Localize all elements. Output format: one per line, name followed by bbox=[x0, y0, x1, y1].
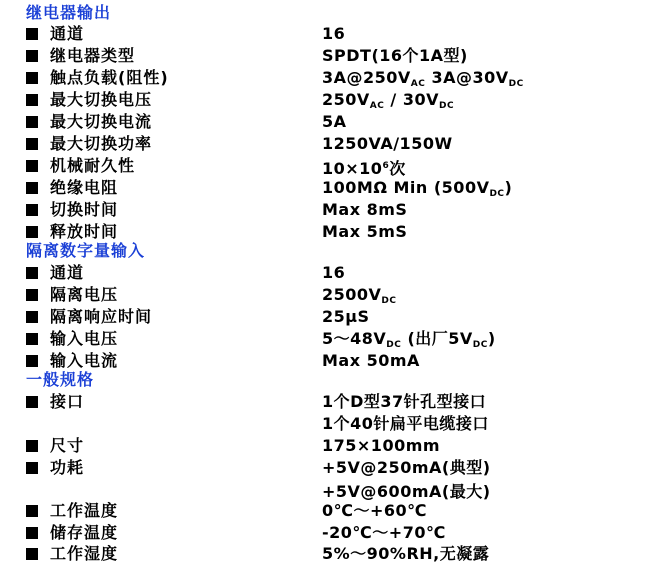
spec-value: 16 bbox=[322, 263, 346, 282]
square-bullet-icon bbox=[26, 355, 38, 367]
spec-value: +5V@600mA(最大) bbox=[322, 482, 491, 501]
square-bullet-icon bbox=[26, 160, 38, 172]
square-bullet-icon bbox=[26, 204, 38, 216]
spec-label: 尺寸 bbox=[50, 436, 85, 455]
spec-value: 5A bbox=[322, 112, 347, 131]
value-subscript: DC bbox=[489, 189, 505, 199]
spec-row-dimensions bbox=[0, 435, 650, 457]
relay-section-title: 继电器输出 bbox=[26, 3, 112, 22]
spec-label: 继电器类型 bbox=[50, 46, 136, 65]
spec-label: 释放时间 bbox=[50, 222, 119, 241]
spec-label: 通道 bbox=[50, 24, 85, 43]
square-bullet-icon bbox=[26, 289, 38, 301]
spec-row-mechanical-life bbox=[0, 155, 650, 177]
value-text: 次 bbox=[389, 159, 406, 178]
square-bullet-icon bbox=[26, 182, 38, 194]
spec-row-max-switch-current bbox=[0, 111, 650, 133]
value-text: 3A@250V bbox=[322, 68, 411, 87]
spec-row-input-voltage bbox=[0, 328, 650, 350]
spec-value: +5V@250mA(典型) bbox=[322, 458, 491, 477]
value-superscript: 6 bbox=[382, 161, 390, 171]
value-text: (出厂5V bbox=[401, 329, 473, 348]
square-bullet-icon bbox=[26, 440, 38, 452]
spec-label: 最大切换电压 bbox=[50, 90, 153, 109]
spec-row-interface bbox=[0, 391, 650, 413]
spec-row-power bbox=[0, 457, 650, 479]
spec-label: 接口 bbox=[50, 392, 85, 411]
value-subscript: DC bbox=[472, 340, 488, 350]
value-text: ) bbox=[487, 329, 496, 348]
value-subscript: AC bbox=[369, 101, 385, 111]
spec-row-relay-type bbox=[0, 45, 650, 67]
square-bullet-icon bbox=[26, 94, 38, 106]
spec-row-insulation-resistance bbox=[0, 177, 650, 199]
square-bullet-icon bbox=[26, 28, 38, 40]
square-bullet-icon bbox=[26, 116, 38, 128]
spec-row-relay-channels bbox=[0, 23, 650, 45]
spec-row-max-switch-voltage bbox=[0, 89, 650, 111]
value-text: 100MΩ Min (500V bbox=[322, 178, 490, 197]
spec-row-max-switch-power bbox=[0, 133, 650, 155]
square-bullet-icon bbox=[26, 462, 38, 474]
value-text: ) bbox=[504, 178, 513, 197]
square-bullet-icon bbox=[26, 311, 38, 323]
spec-label: 输入电流 bbox=[50, 351, 119, 370]
spec-value: 175×100mm bbox=[322, 436, 441, 455]
spec-label: 工作湿度 bbox=[50, 544, 119, 563]
value-text: 2500V bbox=[322, 285, 382, 304]
value-subscript: AC bbox=[410, 79, 426, 89]
spec-value: 16 bbox=[322, 24, 346, 43]
square-bullet-icon bbox=[26, 505, 38, 517]
spec-row-isolated-channels bbox=[0, 262, 650, 284]
spec-value: 1个40针扁平电缆接口 bbox=[322, 414, 489, 433]
value-text: 250V bbox=[322, 90, 370, 109]
value-text: / 30V bbox=[384, 90, 439, 109]
value-subscript: DC bbox=[386, 340, 402, 350]
square-bullet-icon bbox=[26, 226, 38, 238]
spec-label: 工作温度 bbox=[50, 501, 119, 520]
spec-row-storage-temp bbox=[0, 522, 650, 544]
square-bullet-icon bbox=[26, 333, 38, 345]
spec-label: 通道 bbox=[50, 263, 85, 282]
spec-row-operating-humidity bbox=[0, 543, 650, 565]
spec-value: Max 50mA bbox=[322, 351, 420, 370]
spec-value: -20℃～+70℃ bbox=[322, 523, 446, 542]
spec-value: 5%～90%RH,无凝露 bbox=[322, 544, 490, 563]
spec-row-operating-temp bbox=[0, 500, 650, 522]
value-subscript: DC bbox=[381, 296, 397, 306]
square-bullet-icon bbox=[26, 267, 38, 279]
value-text: 10×10 bbox=[322, 159, 383, 178]
square-bullet-icon bbox=[26, 396, 38, 408]
spec-label: 触点负载(阻性) bbox=[50, 68, 169, 87]
value-text: 3A@30V bbox=[425, 68, 509, 87]
spec-label: 最大切换电流 bbox=[50, 112, 153, 131]
spec-label: 最大切换功率 bbox=[50, 134, 153, 153]
spec-value: 1250VA/150W bbox=[322, 134, 453, 153]
square-bullet-icon bbox=[26, 527, 38, 539]
spec-row-switch-time bbox=[0, 199, 650, 221]
spec-value: Max 5mS bbox=[322, 222, 408, 241]
general-section-heading-row bbox=[0, 369, 650, 391]
square-bullet-icon bbox=[26, 72, 38, 84]
spec-label: 储存温度 bbox=[50, 523, 119, 542]
spec-label: 切换时间 bbox=[50, 200, 119, 219]
spec-value: 0℃～+60℃ bbox=[322, 501, 428, 520]
value-subscript: DC bbox=[508, 79, 524, 89]
spec-row-interface-continued bbox=[0, 413, 650, 435]
relay-section-heading-row bbox=[0, 2, 650, 24]
spec-label: 输入电压 bbox=[50, 329, 119, 348]
spec-value: SPDT(16个1A型) bbox=[322, 46, 468, 65]
spec-label: 功耗 bbox=[50, 458, 85, 477]
square-bullet-icon bbox=[26, 50, 38, 62]
value-subscript: DC bbox=[439, 101, 455, 111]
spec-label: 隔离电压 bbox=[50, 285, 119, 304]
spec-value: 1个D型37针孔型接口 bbox=[322, 392, 487, 411]
spec-value: 25μS bbox=[322, 307, 370, 326]
value-text: 5～48V bbox=[322, 329, 387, 348]
spec-label: 机械耐久性 bbox=[50, 156, 136, 175]
spec-value: Max 8mS bbox=[322, 200, 408, 219]
spec-row-response-time bbox=[0, 306, 650, 328]
general-section-title: 一般规格 bbox=[26, 370, 95, 389]
square-bullet-icon bbox=[26, 548, 38, 560]
square-bullet-icon bbox=[26, 138, 38, 150]
isolated-section-title: 隔离数字量输入 bbox=[26, 241, 146, 260]
spec-row-isolation-voltage bbox=[0, 284, 650, 306]
isolated-section-heading-row bbox=[0, 240, 650, 262]
spec-label: 隔离响应时间 bbox=[50, 307, 153, 326]
spec-row-contact-load bbox=[0, 67, 650, 89]
spec-label: 绝缘电阻 bbox=[50, 178, 119, 197]
